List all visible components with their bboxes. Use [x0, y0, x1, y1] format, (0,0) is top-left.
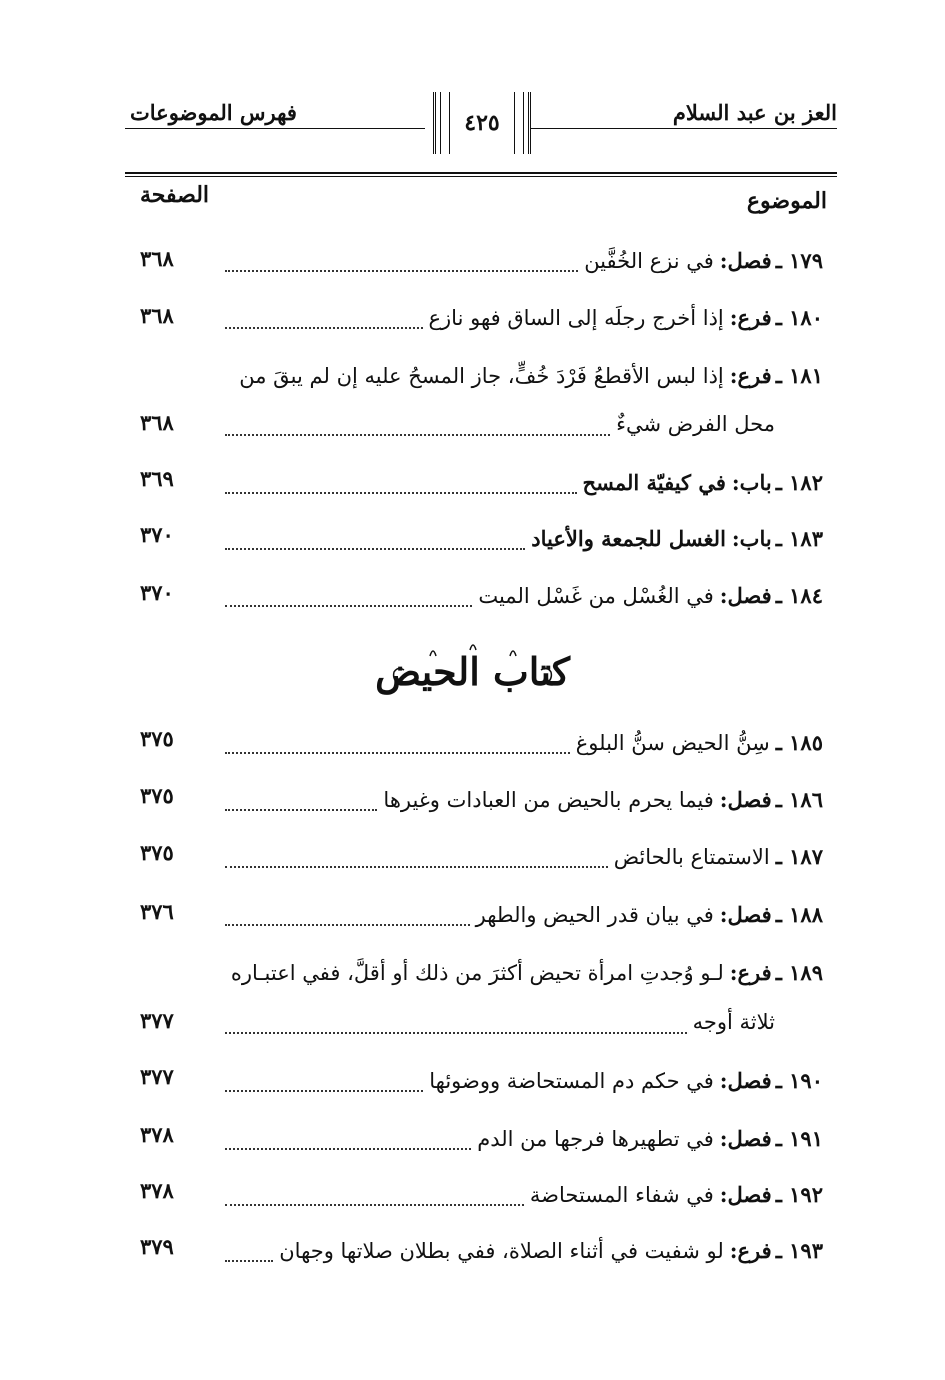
entry-number: ١٧٩ ـ	[775, 248, 823, 273]
entry-page-192: ٣٧٨	[140, 1178, 174, 1203]
entry-number: ١٨٨ ـ	[775, 902, 823, 927]
leader-dots	[225, 809, 377, 811]
entry-page-193: ٣٧٩	[140, 1234, 174, 1259]
leader-dots	[225, 1032, 687, 1034]
entry-number: ١٩٠ ـ	[775, 1068, 823, 1093]
entry-text: لـو وُجدتِ امرأة تحيض أكثرَ من ذلك أو أقلَّ، ففي اعتبـاره	[230, 961, 724, 985]
entry-number: ١٨١ ـ	[775, 363, 823, 388]
entry-kind: باب:	[731, 526, 772, 551]
entry-text-continuation: محل الفرض شيءٌ	[616, 412, 775, 436]
entry-page-189: ٣٧٧	[140, 1008, 174, 1033]
leader-dots	[225, 1204, 524, 1206]
leader-dots	[225, 752, 570, 754]
entry-page-181: ٣٦٨	[140, 410, 174, 435]
page-number: ٤٢٥	[464, 110, 500, 136]
leader-dots	[225, 492, 577, 494]
leader-dots	[225, 548, 525, 550]
book-heading-text: كتاب الحيض	[375, 648, 570, 694]
leader-dots	[225, 327, 423, 329]
toc-entry-181	[223, 363, 823, 395]
toc-entry-181-cont	[223, 412, 775, 444]
entry-kind: فرع:	[729, 960, 772, 985]
toc-entry-182	[223, 470, 823, 502]
entry-kind: فرع:	[729, 1238, 772, 1263]
entry-text: في بيان قدر الحيض والطهر	[475, 903, 714, 927]
entry-text: سِنُّ الحيض سنُّ البلوغ	[575, 731, 770, 755]
leader-dots	[225, 1260, 273, 1262]
entry-page-183: ٣٧٠	[140, 522, 174, 547]
entry-text: لو شفيت في أثناء الصلاة، ففي بطلان صلاتها وجهان	[279, 1239, 724, 1263]
entry-number: ١٨٩ ـ	[775, 960, 823, 985]
toc-entry-187	[223, 844, 823, 876]
page-number-frame	[433, 92, 531, 154]
running-head-title: فهرس الموضوعات	[130, 100, 297, 125]
leader-dots	[225, 270, 578, 272]
leader-dots	[225, 924, 470, 926]
entry-kind: فصل:	[719, 1068, 772, 1093]
entry-page-182: ٣٦٩	[140, 466, 174, 491]
entry-number: ١٩٣ ـ	[775, 1238, 823, 1263]
toc-entry-180	[223, 305, 823, 337]
entry-text: فيما يحرم بالحيض من العبادات وغيرها	[383, 788, 714, 812]
toc-entry-185	[223, 730, 823, 762]
toc-entry-191	[223, 1126, 823, 1158]
entry-text: الاستمتاع بالحائض	[613, 845, 770, 869]
toc-entry-183	[223, 526, 823, 558]
header-rule-top-right	[530, 128, 837, 129]
entry-number: ١٨٥ ـ	[775, 730, 823, 755]
entry-page-187: ٣٧٥	[140, 840, 174, 865]
entry-number: ١٨٣ ـ	[775, 526, 823, 551]
entry-page-180: ٣٦٨	[140, 303, 174, 328]
toc-entry-179	[223, 248, 823, 280]
entry-text: في الغُسْل من غَسْل الميت	[478, 584, 714, 608]
toc-entry-186	[223, 787, 823, 819]
toc-entry-188	[223, 902, 823, 934]
leader-dots	[225, 1148, 471, 1150]
entry-text-continuation: ثلاثة أوجه	[692, 1010, 775, 1034]
entry-text: إذا لبس الأقطعُ فَرْدَ خُفٍّ، جاز المسحُ عليه إن لم يبقَ من	[239, 364, 724, 388]
entry-kind: فصل:	[719, 583, 772, 608]
entry-kind: فصل:	[719, 902, 772, 927]
header-rule-top	[125, 128, 425, 129]
column-heading-topic: الموضوع	[746, 188, 827, 214]
entry-kind: فصل:	[719, 1126, 772, 1151]
entry-page-190: ٣٧٧	[140, 1064, 174, 1089]
toc-entry-189	[223, 960, 823, 992]
entry-kind: باب:	[731, 470, 772, 495]
entry-page-191: ٣٧٨	[140, 1122, 174, 1147]
leader-dots	[225, 605, 472, 607]
entry-number: ١٨٧ ـ	[775, 844, 823, 869]
entry-text: في شفاء المستحاضة	[529, 1183, 714, 1207]
entry-page-186: ٣٧٥	[140, 783, 174, 808]
entry-kind: فصل:	[719, 248, 772, 273]
header-rule-double-a	[125, 172, 837, 174]
entry-text: إذا أخرج رجلَه إلى الساق فهو نازع	[428, 306, 724, 330]
toc-entry-190	[223, 1068, 823, 1100]
entry-page-185: ٣٧٥	[140, 726, 174, 751]
entry-kind: فصل:	[719, 787, 772, 812]
book-heading	[370, 636, 575, 706]
leader-dots	[225, 866, 608, 868]
entry-number: ١٨٦ ـ	[775, 787, 823, 812]
leader-dots	[225, 434, 610, 436]
entry-kind: فصل:	[719, 1182, 772, 1207]
entry-number: ١٨٢ ـ	[775, 470, 823, 495]
entry-page-184: ٣٧٠	[140, 580, 174, 605]
entry-text: في كيفيّة المسح	[582, 470, 726, 495]
entry-number: ١٩١ ـ	[775, 1126, 823, 1151]
entry-kind: فرع:	[729, 305, 772, 330]
entry-text: الغسل للجمعة والأعياد	[531, 526, 726, 551]
toc-entry-184	[223, 583, 823, 615]
entry-number: ١٨٤ ـ	[775, 583, 823, 608]
entry-page-179: ٣٦٨	[140, 246, 174, 271]
entry-number: ١٨٠ ـ	[775, 305, 823, 330]
entry-kind: فرع:	[729, 363, 772, 388]
entry-text: في نزع الخُفَّين	[584, 249, 714, 273]
entry-text: في حكم دم المستحاضة ووضوئها	[429, 1069, 714, 1093]
entry-number: ١٩٢ ـ	[775, 1182, 823, 1207]
column-heading-page: الصفحة	[140, 182, 210, 208]
leader-dots	[225, 1090, 423, 1092]
entry-page-188: ٣٧٦	[140, 899, 174, 924]
entry-text: في تطهيرها فرجها من الدم	[477, 1127, 714, 1151]
toc-entry-189-cont	[223, 1010, 775, 1042]
toc-entry-192	[223, 1182, 823, 1214]
running-head-author: العز بن عبد السلام	[672, 100, 837, 125]
header-rule-double-b	[125, 176, 837, 177]
toc-entry-193	[223, 1238, 823, 1270]
